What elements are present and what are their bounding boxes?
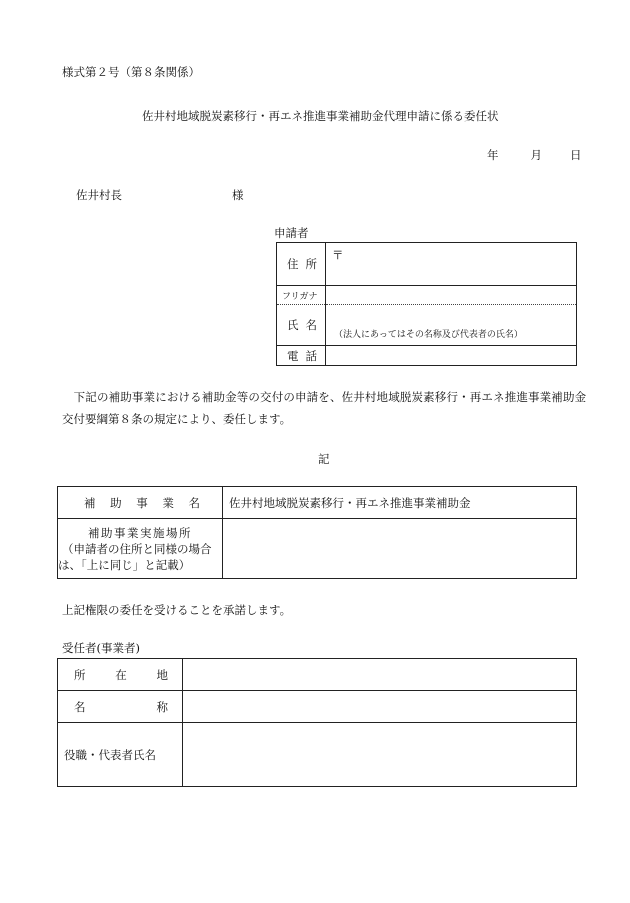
project-table [57, 486, 577, 579]
furigana-label-cell [277, 286, 326, 305]
agent-location-field[interactable] [183, 659, 577, 691]
furigana-field[interactable] [326, 286, 577, 305]
project-location-label: 補助事業実施場所 [88, 525, 192, 540]
agent-table [57, 658, 577, 787]
phone-label-char: 話 [305, 348, 317, 363]
addressee-name: 佐井村長 [76, 188, 122, 202]
agent-location-label-char: 在 [115, 667, 127, 682]
ki-heading: 記 [318, 452, 330, 466]
applicant-table [276, 242, 577, 366]
agent-name-field[interactable] [183, 691, 577, 723]
document-title: 佐井村地域脱炭素移行・再エネ推進事業補助金代理申請に係る委任状 [142, 109, 499, 123]
agent-rep-label-cell [58, 723, 183, 787]
agent-name-label-cell [58, 691, 183, 723]
body-text-line1: 下記の補助事業における補助金等の交付の申請を、佐井村地域脱炭素移行・再エネ推進事業補助金 [62, 390, 587, 404]
project-name-value[interactable] [223, 487, 577, 519]
project-name-label-char: 業 [162, 495, 174, 510]
project-name-label-char: 事 [136, 495, 148, 510]
date-line [487, 147, 582, 163]
project-name-text: 佐井村地域脱炭素移行・再エネ推進事業補助金 [229, 495, 471, 510]
project-name-label-cell [58, 487, 223, 519]
acceptance-text: 上記権限の委任を受けることを承諾します。 [62, 603, 292, 617]
phone-label-char: 電 [287, 348, 299, 363]
address-field[interactable] [326, 243, 577, 286]
agent-location-label-char: 所 [74, 667, 86, 682]
project-location-note-2: は、「上に同じ」と記載） [58, 557, 191, 572]
phone-label-cell [277, 346, 326, 366]
name-field[interactable] [326, 305, 577, 346]
name-label-cell [277, 305, 326, 346]
project-location-label-cell [58, 519, 223, 579]
name-note: （法人にあってはその名称及び代表者の氏名） [334, 330, 523, 340]
agent-rep-label: 役職・代表者氏名 [64, 747, 156, 762]
project-name-label-char: 助 [110, 495, 122, 510]
date-year: 年 [487, 148, 499, 162]
project-name-label-char: 名 [188, 495, 200, 510]
furigana-label: フリガナ [282, 292, 318, 302]
name-label-char: 氏 [287, 318, 299, 332]
project-location-field[interactable] [223, 519, 577, 579]
agent-name-label-char: 名 [74, 699, 86, 714]
project-location-note-1: （申請者の住所と同様の場合 [62, 541, 212, 556]
postal-mark: 〒 [332, 248, 344, 262]
agent-location-label-cell [58, 659, 183, 691]
phone-field[interactable] [326, 346, 577, 366]
agent-location-label-char: 地 [156, 667, 168, 682]
form-number: 様式第２号（第８条関係） [62, 65, 200, 79]
addressee-honorific: 様 [232, 188, 244, 202]
body-text-line2: 交付要綱第８条の規定により、委任します。 [62, 412, 292, 426]
address-label-cell [277, 243, 326, 286]
date-month: 月 [530, 148, 542, 162]
project-name-label-char: 補 [84, 495, 96, 510]
address-label-char: 住 [287, 257, 299, 271]
agent-name-label-char: 称 [156, 699, 168, 714]
agent-heading: 受任者(事業者) [62, 641, 140, 655]
address-label-char: 所 [305, 257, 317, 271]
name-label-char: 名 [305, 318, 317, 332]
applicant-heading: 申請者 [274, 226, 309, 240]
date-day: 日 [570, 148, 582, 162]
agent-rep-field[interactable] [183, 723, 577, 787]
